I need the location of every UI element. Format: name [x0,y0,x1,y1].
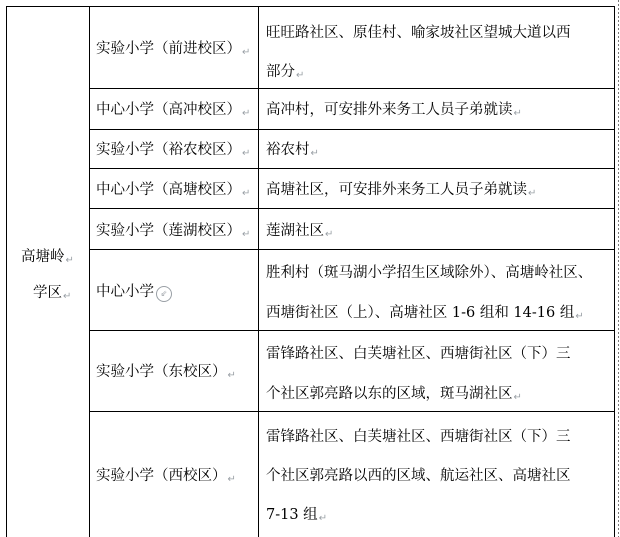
row-divider [89,208,615,209]
catchment-area-line: 7-13 组↵ [266,507,328,524]
catchment-area-line: 裕农村↵ [266,142,319,159]
school-name: 中心小学 ⇙ [96,279,172,305]
catchment-area-line: 雷锋路社区、白芙塘社区、西塘街社区（下）三 [266,346,571,362]
table-border-right [614,6,615,537]
district-name-line1: 高塘岭↵ [21,249,74,266]
school-name: 实验小学（前进校区）↵ [96,41,251,58]
row-divider [89,129,615,130]
catchment-area-line: 雷锋路社区、白芙塘社区、西塘街社区（下）三 [266,429,571,445]
catchment-area-line: 高塘社区，可安排外来务工人员子弟就读↵ [266,182,537,199]
school-name: 实验小学（西校区）↵ [96,468,236,485]
table-border-top [6,6,615,7]
page-margin-guide [618,0,619,537]
school-name: 实验小学（东校区）↵ [96,364,236,381]
catchment-area-line: 个社区郭亮路以西的区域、航运社区、高塘社区 [266,468,571,484]
table-divider-school [258,6,259,537]
table-divider-district [89,6,90,537]
catchment-area-line: 高冲村，可安排外来务工人员子弟就读↵ [266,102,522,119]
catchment-area-line: 莲湖社区↵ [266,223,334,240]
school-name: 中心小学（高塘校区）↵ [96,182,251,199]
row-divider [89,330,615,331]
school-name: 中心小学（高冲校区）↵ [96,102,251,119]
district-name-line2: 学区↵ [33,285,72,302]
catchment-area-line: 胜利村（斑马湖小学招生区域除外）、高塘岭社区、 [266,265,593,281]
catchment-area-line: 部分↵ [266,64,305,81]
row-divider [89,411,615,412]
row-divider [89,168,615,169]
school-name: 实验小学（莲湖校区）↵ [96,223,251,240]
row-divider [89,249,615,250]
catchment-area-line: 西塘街社区（上）、高塘社区 1-6 组和 14-16 组↵ [266,305,584,322]
catchment-area-line: 个社区郭亮路以东的区域，斑马湖社区↵ [266,386,522,403]
table-border-left [6,6,7,537]
catchment-area-line: 旺旺路社区、原佳村、喻家坡社区望城大道以西 [266,25,571,41]
school-name: 实验小学（裕农校区）↵ [96,142,251,159]
row-divider [89,88,615,89]
